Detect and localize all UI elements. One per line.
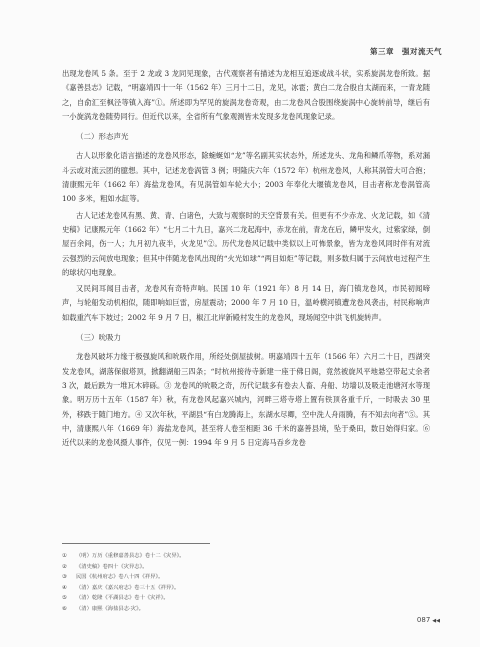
page-footer — [417, 616, 440, 624]
footnote-text: 《清史稿》卷四十《灾异志》。 — [76, 563, 148, 570]
footnote — [62, 562, 430, 573]
footnote-number: ① — [62, 553, 67, 559]
footnote — [62, 572, 430, 583]
footnote-text: （清）康熙《海盐县志·灾》。 — [76, 605, 144, 612]
footnote-number: ③ — [62, 574, 67, 581]
footnote-number: ④ — [62, 584, 67, 591]
footnote-text: （清）乾隆《平湖县志》卷十《灾祥》。 — [76, 595, 169, 602]
paragraph-4: 又民间耳闻目击者，龙卷风有奇特声响。民国 10 年（1921 年）8 月 14 日，海门镇龙卷风，市民初闻啼声，与轮船发动机相似，随即响如巨雷，房屋震动；2000 年 7 月 10 日，温岭横河镇遭龙卷风袭击，村民称响声如载重汽车下坡过；2002 年 9 月 7 日，椒江北岸新殿村发生的龙卷风，现场闻空中洪飞机旋转声。 — [62, 284, 430, 322]
running-header — [370, 46, 442, 57]
footnote — [62, 551, 430, 562]
section-heading-2: （二）形态声光 — [76, 132, 129, 142]
paragraph-5: 龙卷风破坏力缘于极强旋风和吮吸作用，所经处倒屋拔树。明嘉靖四十五年（1566 年）六月二十日，西湖突发龙卷风，湖落保俶塔顶，掀翻湖船三四条；“时杭州接待寺新建一座于佛日阁，竟然被旋风平地悬空带起丈余者 3 次，最后跌为一堆瓦木碎砾。③ 龙卷风的吮吸之奇，历代记载多有卷去人畜、舟船、坊墙以及吸走池塘河水等现象。明万历十五年（1587 年）秋，有龙卷风起嘉兴城内，河畔三塔寺塔上置有铁顶各重千斤，一时吸去 30 里外，移跌于随门地方。④ 又次年秋，平湖县“有白龙腾海上，东湖水尽卿，空中洗人舟雨腾，有不知去向者”⑤。其中，清康熙八年（1669 年）海盐龙卷风，甚至将人卷至相距 36 千米的嘉善县境，坠于桑田，数日始得归家。⑥ 近代以来的龙卷风摄人事件，仅见一例：1994 年 9 月 5 日定海马吞乡龙卷 — [62, 352, 430, 448]
paragraph-1: 出现龙卷风 5 条。至于 2 龙或 3 龙同见现象，古代观察者有描述为龙相互追逐或战斗状，实系旋涡龙卷所致。据《嘉善县志》记载，“明嘉靖四十一年（1562 年）三月十二日，龙见，冰雹；黄白二龙合殷自太湖而来，一青龙随之，自俞汇至枫泾等镇入海”①。所述即为罕见的旋涡龙卷奇观，由二龙卷风合股围绕旋涡中心旋转前导，继后有一小旋涡龙卷随势同行。但近代以来，全省所有气象观测皆未发现多龙卷风现象记录。 — [62, 69, 430, 121]
footnote — [62, 604, 430, 615]
footnote-rule — [62, 543, 210, 544]
page-marker-icon: ◀◀ — [432, 618, 440, 624]
footnote-number: ② — [62, 563, 67, 570]
chapter-title: 强对流天气 — [402, 47, 442, 56]
chapter-label: 第三章 — [370, 47, 394, 56]
footnotes — [62, 551, 430, 615]
footnote-number: ⑥ — [62, 605, 67, 612]
footnote-text: （明）万历《重修嘉善县志》卷十二《灾异》。 — [76, 553, 185, 559]
paragraph-3: 古人记述龙卷风有黑、黄、青、白诸色，大致与观察时的天空背景有关。但更有不少赤龙、火龙记载，如《清史稿》记康熙元年（1662 年）“七月二十九日，嘉兴二龙起海中，赤龙在前，青龙在后，鳞甲发火，过紫家绿，倒屋百余间，伤一人；九月初九夜半，火龙见”②。历代龙卷风记载中类似以上可怖景象，皆为龙卷风同时伴有对流云强烈的云间放电现象；但其中伴随龙卷风出现的“火光如球”“两目如炬”等记载，则多数归属于云间放电过程产生的球状闪电现象。 — [62, 210, 430, 277]
main-text — [62, 67, 430, 452]
footnote — [62, 583, 430, 594]
page-number: 087 — [416, 616, 431, 624]
footnote-text: 民国《杭州府志》卷八十四《祥异》。 — [76, 574, 164, 581]
footnote-number: ⑤ — [62, 595, 67, 602]
section-heading-3: （三）吮吸力 — [76, 333, 121, 343]
paragraph-2: 古人以形象化语言描述的龙卷风形态，除蜿蜒如“龙”等名副其实状态外，所述龙头、龙角和鳞爪等物，系对漏斗云或对流云团的臆想。其中，记述龙卷涡管 3 例；明隆庆六年（1572 年）杭州龙卷风，人称其涡管大可合抱；清康熙元年（1662 年）海盐龙卷风，有见涡管如车轮大小；2003 年奉化大堰镇龙卷风，目击者称龙卷涡管高 100 多米，粗如水缸等。 — [62, 151, 430, 204]
footnote-text: （清）嘉庆《嘉兴府志》卷三十五《祥异》。 — [76, 584, 180, 591]
footnote — [62, 593, 430, 604]
